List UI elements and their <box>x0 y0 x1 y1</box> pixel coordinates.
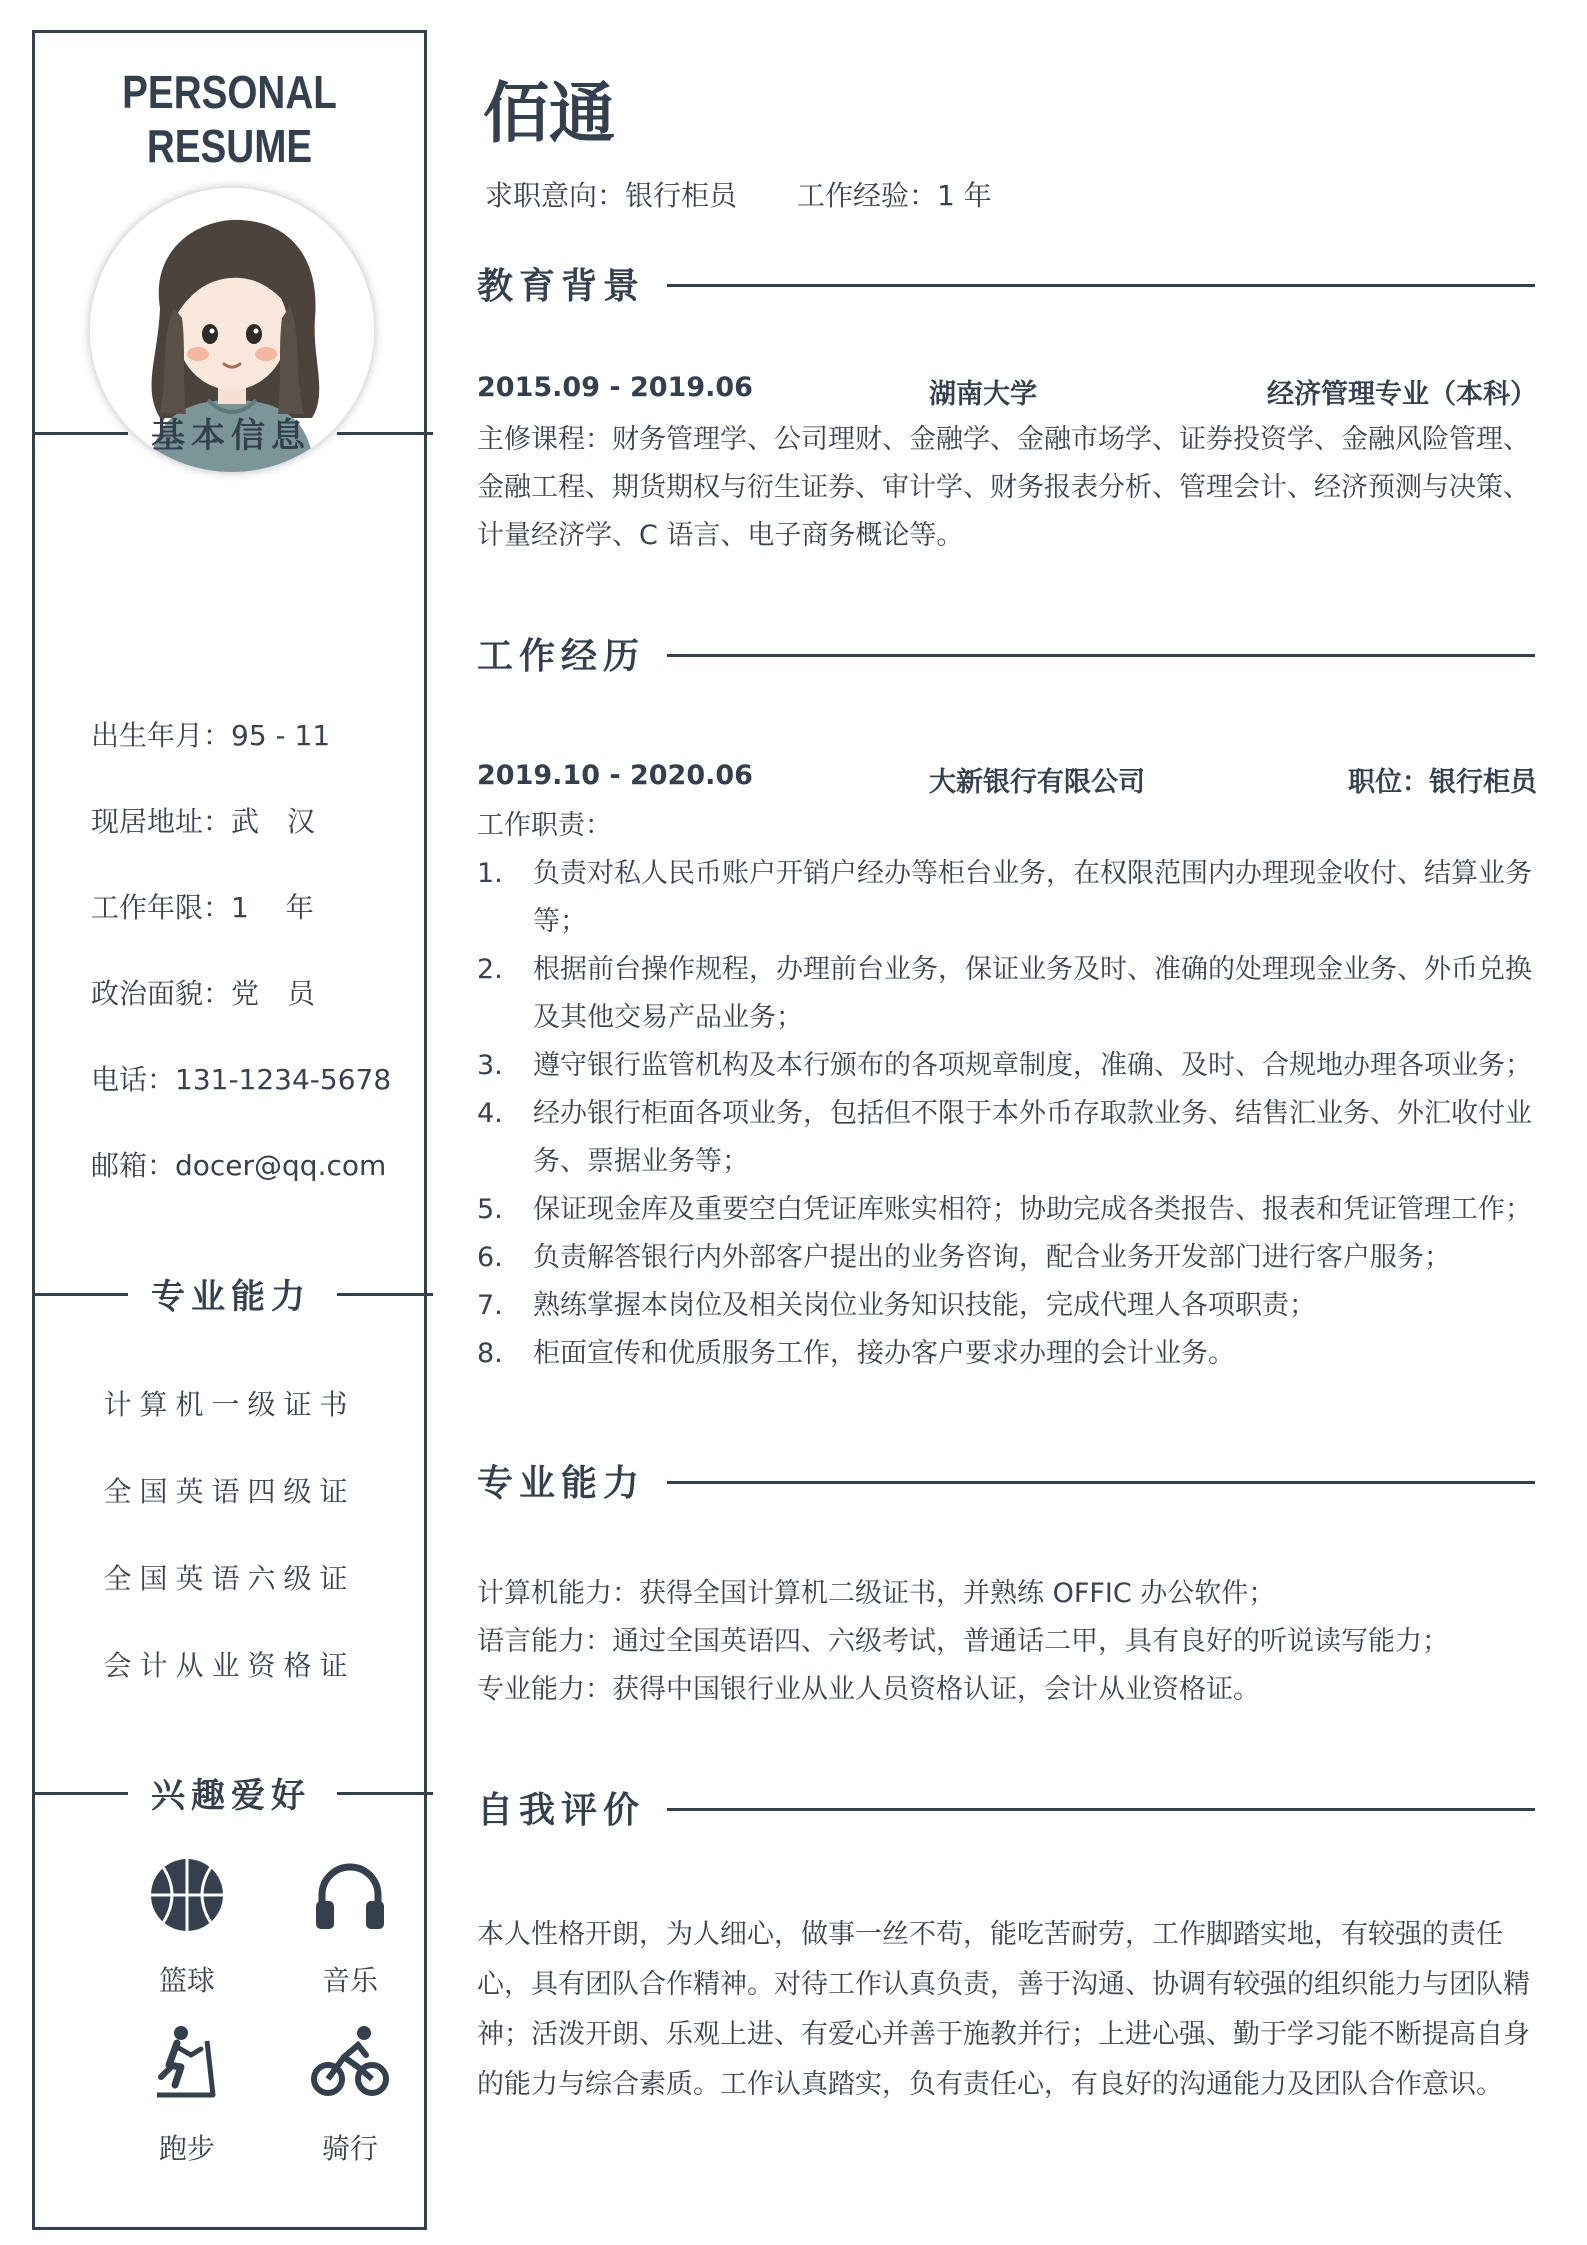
list-item <box>477 1282 1537 1330</box>
list-item <box>477 1042 1537 1090</box>
duties-list <box>477 850 1537 1378</box>
list-item: 全国英语四级证 <box>103 1475 356 1508</box>
education-header <box>477 258 1535 308</box>
list-item <box>477 946 1537 1042</box>
political-status: 政治面貌：党 员 <box>91 977 316 1010</box>
candidate-name: 佰通 <box>483 75 615 152</box>
item-text: 熟练掌握本岗位及相关岗位业务知识技能，完成代理人各项职责； <box>533 1290 1316 1321</box>
hobby-basketball <box>117 1855 257 1999</box>
item-text: 负责解答银行内外部客户提出的业务咨询，配合业务开发部门进行客户服务； <box>533 1242 1451 1273</box>
basic-info-list <box>91 693 391 1209</box>
hobby-label: 音乐 <box>321 1964 378 1997</box>
cycling-icon <box>310 2023 390 2103</box>
item-text: 经办银行柜面各项业务，包括但不限于本外币存取款业务、结售汇业务、外汇收付业务、票据业务等； <box>533 1098 1532 1177</box>
item-text: 负责对私人民币账户开销户经办等柜台业务，在权限范围内办理现金收付、结算业务等； <box>533 858 1532 937</box>
item-text: 保证现金库及重要空白凭证库账实相符；协助完成各类报告、报表和凭证管理工作； <box>533 1194 1532 1225</box>
work-period: 2019.10 - 2020.06 <box>477 760 753 791</box>
list-item: 专业能力：获得中国银行业从业人员资格认证，会计从业资格证。 <box>477 1674 1260 1705</box>
list-item: 语言能力：通过全国英语四、六级考试，普通话二甲，具有良好的听说读写能力； <box>477 1626 1449 1657</box>
major: 经济管理专业（本科） <box>1267 379 1537 410</box>
treadmill-icon <box>147 2023 227 2103</box>
item-number: 2. <box>477 954 503 985</box>
brand-title: PERSONAL RESUME <box>122 66 337 172</box>
education-title: 教育背景 <box>477 266 646 307</box>
hobby-music <box>280 1855 420 1999</box>
sidebar <box>32 30 427 2230</box>
work-row <box>477 760 1537 800</box>
education-period: 2015.09 - 2019.06 <box>477 372 753 403</box>
abilities-title: 专业能力 <box>477 1463 646 1504</box>
item-text: 根据前台操作规程，办理前台业务，保证业务及时、准确的处理现金业务、外币兑换及其他交易产品业务； <box>533 954 1532 1033</box>
skills-header <box>32 1269 430 1319</box>
company-name: 大新银行有限公司 <box>929 767 1145 798</box>
skills-title: 专业能力 <box>151 1277 311 1317</box>
hobbies-header <box>32 1768 430 1818</box>
work-experience: 工作经验：1 年 <box>797 179 992 212</box>
hobby-running <box>117 2023 257 2167</box>
item-number: 6. <box>477 1242 503 1273</box>
item-number: 1. <box>477 858 503 889</box>
list-item <box>477 1186 1537 1234</box>
abilities-header <box>477 1455 1535 1505</box>
item-number: 8. <box>477 1338 503 1369</box>
list-item: 全国英语六级证 <box>103 1562 356 1595</box>
certificate-list <box>35 1361 424 1709</box>
hobbies-title: 兴趣爱好 <box>151 1776 311 1816</box>
courses: 主修课程：财务管理学、公司理财、金融学、金融市场学、证券投资学、金融风险管理、金融工程、期货期权与衍生证券、审计学、财务报表分析、管理会计、经济预测与决策、计量经济学、C 语言、电子商务概论等。 <box>477 424 1530 551</box>
email: 邮箱：docer@qq.com <box>91 1149 387 1182</box>
list-item <box>477 1090 1537 1186</box>
hobby-label: 骑行 <box>321 2132 378 2165</box>
job-intent <box>485 174 992 214</box>
abilities-list <box>477 1570 1537 1714</box>
item-text: 柜面宣传和优质服务工作，接办客户要求办理的会计业务。 <box>533 1338 1235 1369</box>
list-item: 计算机能力：获得全国计算机二级证书，并熟练 OFFIC 办公软件； <box>477 1578 1276 1609</box>
education-row <box>477 372 1537 412</box>
basic-info-title: 基本信息 <box>151 416 311 456</box>
self-eval-text: 本人性格开朗，为人细心，做事一丝不苟，能吃苦耐劳，工作脚踏实地，有较强的责任心，具有团队合作精神。对待工作认真负责，善于沟通、协调有较强的组织能力与团队精神；活泼开朗、乐观上进、有爱心并善于施教并行；上进心强、勤于学习能不断提高自身的能力与综合素质。工作认真踏实，负有责任心，有良好的沟通能力及团队合作意识。 <box>477 1919 1530 2100</box>
duties-label: 工作职责： <box>477 810 612 841</box>
birth-date: 出生年月：95 - 11 <box>91 719 331 752</box>
hobby-cycling <box>280 2023 420 2167</box>
list-item <box>477 1234 1537 1282</box>
item-number: 5. <box>477 1194 503 1225</box>
address: 现居地址：武 汉 <box>91 805 316 838</box>
self-eval-header <box>477 1782 1535 1832</box>
position: 职位：银行柜员 <box>1348 767 1537 798</box>
phone: 电话：131-1234-5678 <box>91 1063 392 1096</box>
job-intent-text: 求职意向：银行柜员 <box>485 179 738 212</box>
hobby-label: 跑步 <box>158 2132 215 2165</box>
self-eval-title: 自我评价 <box>477 1790 646 1831</box>
hobby-label: 篮球 <box>158 1964 215 1997</box>
work-years: 工作年限：1 年 <box>91 891 314 924</box>
item-number: 4. <box>477 1098 503 1129</box>
school-name: 湖南大学 <box>929 379 1037 410</box>
item-number: 7. <box>477 1290 503 1321</box>
work-title: 工作经历 <box>477 636 646 677</box>
item-number: 3. <box>477 1050 503 1081</box>
basic-info-header <box>32 408 430 458</box>
list-item: 计算机一级证书 <box>103 1388 356 1421</box>
item-text: 遵守银行监管机构及本行颁布的各项规章制度，准确、及时、合规地办理各项业务； <box>533 1050 1532 1081</box>
headphones-icon <box>310 1855 390 1935</box>
list-item <box>477 850 1537 946</box>
list-item: 会计从业资格证 <box>103 1649 356 1682</box>
list-item <box>477 1330 1537 1378</box>
work-header <box>477 628 1535 678</box>
basketball-icon <box>147 1855 227 1935</box>
